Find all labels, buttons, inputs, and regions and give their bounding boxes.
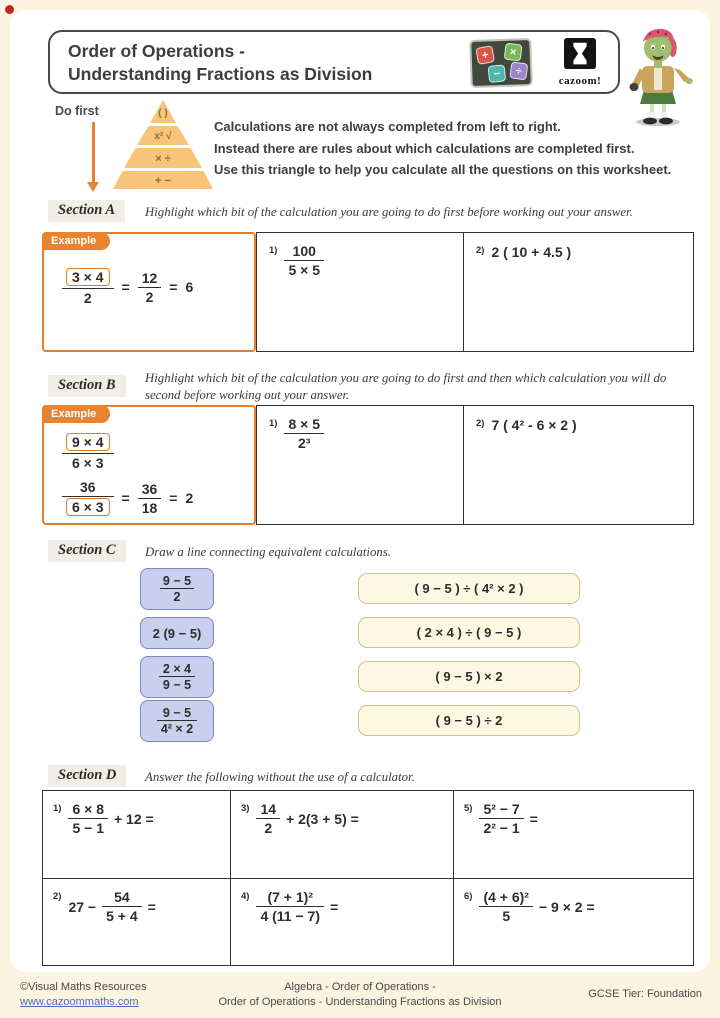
- section-a-instruction: Highlight which bit of the calculation you are going to do first before working out your answer.: [145, 205, 633, 219]
- example-tab: Example: [42, 405, 110, 423]
- highlighted-step: 3 × 4: [66, 268, 110, 286]
- intro-line-3: Use this triangle to help you calculate all the questions on this worksheet.: [214, 162, 672, 177]
- question-d5: 5) $\frac{\text{5² − 7}}{\text{2² − 1}}$ =: [454, 791, 693, 879]
- gcse-tier-label: GCSE Tier: Foundation: [588, 988, 702, 1000]
- footer-topic-line-2: Order of Operations - Understanding Fractions as Division: [218, 996, 502, 1008]
- match-right-3: ( 9 − 5 ) × 2: [358, 661, 580, 692]
- match-left-1: $\frac{9 - 5}{2}$: [140, 568, 214, 610]
- page-title: [68, 40, 372, 86]
- cazoommaths-link[interactable]: www.cazoommaths.com: [20, 996, 139, 1008]
- match-left-4: $\frac{9 - 5}{\text{4² × 2}}$: [140, 700, 214, 742]
- do-first-label: Do first: [55, 104, 99, 118]
- copyright-text: ©Visual Maths Resources: [20, 981, 147, 993]
- minus-tile-icon: −: [488, 64, 507, 83]
- chalkboard-icon: [469, 38, 533, 88]
- question-d3: 3) $\frac{14}{2}$ + 2(3 + 5) =: [231, 791, 454, 879]
- cazoom-logo: [552, 38, 608, 87]
- question-b2: 2) 7 ( 4² - 6 × 2 ): [476, 417, 577, 433]
- intro-line-2: Instead there are rules about which calculations are completed first.: [214, 140, 635, 156]
- section-b-example-box: Example $\frac{9 \times 4}{6 \times 3}$ $\frac{36}{6 \times 3}$ = $\frac{36}{18}$ = 2: [42, 405, 256, 525]
- example-tab: Example: [42, 232, 110, 250]
- triangle-level-1: ( ): [158, 108, 168, 119]
- question-d6: 6) $\frac{\text{(4 + 6)²}}{5}$ − 9 × 2 =: [464, 889, 595, 925]
- title-line-1: Order of Operations -: [68, 41, 245, 61]
- section-d-label: Section D: [48, 765, 126, 787]
- triangle-level-4: + −: [155, 175, 171, 187]
- section-d-instruction: Answer the following without the use of a calculator.: [145, 770, 415, 784]
- question-b1: 1) $\frac{8 \times 5}{\text{2³}}$: [257, 406, 464, 524]
- question-number: 1): [269, 418, 278, 429]
- pirate-mascot: [612, 24, 700, 128]
- triangle-level-3: × ÷: [155, 153, 171, 165]
- brand-name: cazoom!: [558, 75, 602, 87]
- match-right-4: ( 9 − 5 ) ÷ 2: [358, 705, 580, 736]
- title-box: [48, 30, 620, 94]
- question-a2: 2) 2 ( 10 + 4.5 ): [476, 244, 572, 260]
- section-a-example-box: Example $\frac{3 \times 4}{2}$ = $\frac{12}{2}$ = 6: [42, 232, 256, 352]
- footer-topic-line-1: Algebra - Order of Operations -: [284, 981, 436, 993]
- match-left-3: $\frac{2 \times 4}{9 - 5}$: [140, 656, 214, 698]
- match-left-2: 2 (9 − 5): [140, 617, 214, 649]
- question-number: 1): [269, 245, 278, 256]
- multiply-tile-icon: ×: [504, 43, 523, 62]
- intro-line-1: Calculations are not always completed from left to right.: [214, 119, 561, 134]
- red-dot: [5, 5, 14, 14]
- hourglass-icon: [563, 38, 597, 70]
- question-number: 2): [476, 418, 485, 429]
- question-d2: 2) 27 − $\frac{54}{5 + 4}$ =: [43, 879, 231, 965]
- intro-text: [214, 116, 700, 181]
- section-b-questions: [256, 405, 694, 525]
- match-right-1: ( 9 − 5 ) ÷ ( 4² × 2 ): [358, 573, 580, 604]
- section-b-instruction: Highlight which bit of the calculation you are going to do first and then which calculation you will do second before working out your answer.: [145, 371, 667, 402]
- section-c-label: Section C: [48, 540, 126, 562]
- match-right-2: ( 2 × 4 ) ÷ ( 9 − 5 ): [358, 617, 580, 648]
- section-a-questions: [256, 232, 694, 352]
- triangle-level-2: x² √: [154, 131, 172, 142]
- section-d-questions: [42, 790, 694, 966]
- section-c-instruction: Draw a line connecting equivalent calculations.: [145, 545, 391, 559]
- question-number: 2): [476, 245, 485, 256]
- divide-tile-icon: ÷: [509, 61, 528, 80]
- down-arrow-icon: [92, 122, 95, 184]
- title-line-2: Understanding Fractions as Division: [68, 64, 373, 84]
- highlighted-step-1: 9 × 4: [66, 433, 110, 451]
- question-d4: 4) $\frac{\text{(7 + 1)²}}{4 (11 - 7)}$ =: [231, 879, 454, 965]
- question-a1: 1) $\frac{100}{5 \times 5}$: [257, 233, 464, 351]
- highlighted-step-2: 6 × 3: [66, 498, 110, 516]
- section-b-label: Section B: [48, 375, 126, 397]
- section-a-label: Section A: [48, 200, 125, 222]
- priority-triangle: [113, 100, 213, 192]
- worksheet-sheet: [10, 10, 710, 972]
- plus-tile-icon: +: [475, 45, 495, 65]
- question-d1: 1) $\frac{6 \times 8}{5 - 1}$ + 12 =: [43, 791, 231, 879]
